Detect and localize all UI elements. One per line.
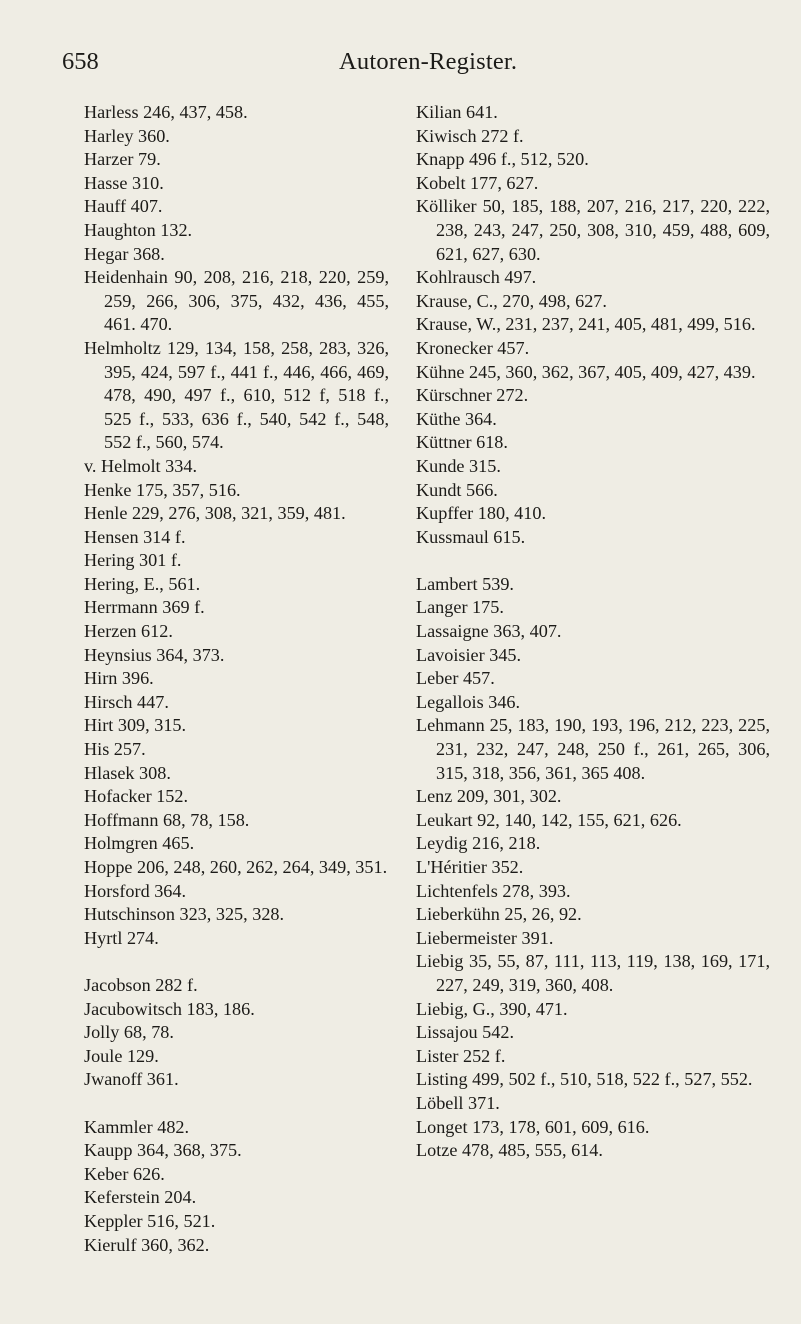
index-entry: Knapp 496 f., 512, 520. (416, 149, 589, 170)
index-entry: Kussmaul 615. (416, 526, 526, 547)
index-entry: Hlasek 308. (84, 762, 171, 783)
section-gap (84, 950, 389, 974)
index-entry: Küthe 364. (416, 408, 497, 429)
page-number: 658 (62, 48, 99, 75)
index-entry: Leukart 92, 140, 142, 155, 621, 626. (416, 809, 682, 830)
index-entry: His 257. (84, 739, 146, 760)
index-entry: Leydig 216, 218. (416, 833, 541, 854)
index-entry: Kierulf 360, 362. (84, 1234, 210, 1255)
index-entry: Legallois 346. (416, 691, 521, 712)
index-entry: Jacobson 282 f. (84, 974, 198, 995)
index-entry: Hering, E., 561. (84, 573, 201, 594)
index-column-right (416, 101, 770, 1163)
index-entry: Löbell 371. (416, 1092, 500, 1113)
index-entry: v. Helmolt 334. (84, 455, 197, 476)
index-entry: Listing 499, 502 f., 510, 518, 522 f., 527, 552. (416, 1069, 753, 1090)
index-entry: Lenz 209, 301, 302. (416, 786, 562, 807)
index-entry: Kühne 245, 360, 362, 367, 405, 409, 427, 439. (416, 361, 756, 382)
index-entry: Hirsch 447. (84, 691, 169, 712)
index-column-left (84, 101, 389, 1257)
index-entry: Lavoisier 345. (416, 644, 522, 665)
index-entry: Hoffmann 68, 78, 158. (84, 809, 250, 830)
index-entry: Henle 229, 276, 308, 321, 359, 481. (84, 503, 346, 524)
index-entry: Hensen 314 f. (84, 526, 186, 547)
index-entry: Haughton 132. (84, 219, 193, 240)
index-entry: Liebig 35, 55, 87, 111, 113, 119, 138, 169, 171, 227, 249, 319, 360, 408. (416, 951, 770, 995)
index-entry: Helmholtz 129, 134, 158, 258, 283, 326, 395, 424, 597 f., 441 f., 446, 466, 469, 478, 490, 497 f., 610, 512 f, 518 f., 525 f., 533, 636 f., 540, 542 f., 548, 552 f., 560, 574. (84, 337, 389, 453)
index-entry: Lichtenfels 278, 393. (416, 880, 571, 901)
page-header (0, 42, 801, 82)
index-entry: Hauff 407. (84, 196, 163, 217)
index-entry: Kundt 566. (416, 479, 498, 500)
index-entry: Liebermeister 391. (416, 927, 554, 948)
index-entry: Holmgren 465. (84, 833, 195, 854)
index-entry: Jolly 68, 78. (84, 1022, 174, 1043)
index-entry: L'Héritier 352. (416, 857, 524, 877)
index-entry: Keferstein 204. (84, 1187, 197, 1208)
index-entry: Horsford 364. (84, 880, 187, 901)
index-entry: Kilian 641. (416, 102, 498, 122)
index-entry: Krause, C., 270, 498, 627. (416, 290, 607, 311)
index-entry: Hering 301 f. (84, 550, 182, 571)
index-entry: Hegar 368. (84, 243, 165, 264)
index-entry: Lister 252 f. (416, 1045, 506, 1066)
index-entry: Liebig, G., 390, 471. (416, 998, 568, 1019)
index-entry: Lambert 539. (416, 573, 514, 594)
index-entry: Longet 173, 178, 601, 609, 616. (416, 1116, 650, 1137)
section-gap (416, 549, 770, 573)
index-entry: Hirn 396. (84, 668, 154, 689)
index-entry: Hofacker 152. (84, 786, 189, 807)
index-entry: Leber 457. (416, 668, 495, 689)
index-entry: Hasse 310. (84, 172, 164, 193)
index-entry: Kiwisch 272 f. (416, 125, 524, 146)
index-entry: Keppler 516, 521. (84, 1210, 216, 1231)
index-entry: Heidenhain 90, 208, 216, 218, 220, 259, 259, 266, 306, 375, 432, 436, 455, 461. 470. (84, 267, 389, 335)
index-entry: Küttner 618. (416, 432, 508, 453)
section-gap (84, 1092, 389, 1116)
index-entry: Lieberkühn 25, 26, 92. (416, 904, 582, 925)
index-entry: Kammler 482. (84, 1116, 190, 1137)
index-entry: Kupffer 180, 410. (416, 503, 546, 524)
index-entry: Lotze 478, 485, 555, 614. (416, 1140, 603, 1161)
index-entry: Heynsius 364, 373. (84, 644, 225, 665)
index-entry: Hirt 309, 315. (84, 715, 187, 736)
index-entry: Kölliker 50, 185, 188, 207, 216, 217, 220, 222, 238, 243, 247, 250, 308, 310, 459, 488, 609, 621, 627, 630. (416, 196, 770, 264)
index-entry: Langer 175. (416, 597, 504, 618)
index-entry: Kunde 315. (416, 455, 501, 476)
index-entry: Lissajou 542. (416, 1022, 515, 1043)
index-entry: Kobelt 177, 627. (416, 172, 539, 193)
index-entry: Harless 246, 437, 458. (84, 102, 248, 122)
index-entry: Jacubowitsch 183, 186. (84, 998, 255, 1019)
index-entry: Joule 129. (84, 1045, 159, 1066)
index-entry: Keber 626. (84, 1163, 165, 1184)
index-entry: Hyrtl 274. (84, 927, 159, 948)
index-entry: Krause, W., 231, 237, 241, 405, 481, 499, 516. (416, 314, 756, 335)
index-entry: Jwanoff 361. (84, 1069, 179, 1090)
index-entry: Harzer 79. (84, 149, 161, 170)
index-entry: Herzen 612. (84, 621, 173, 642)
index-entry: Hoppe 206, 248, 260, 262, 264, 349, 351. (84, 857, 388, 877)
index-entry: Hutschinson 323, 325, 328. (84, 904, 285, 925)
index-entry: Harley 360. (84, 125, 170, 146)
index-entry: Herrmann 369 f. (84, 597, 205, 618)
index-entry: Henke 175, 357, 516. (84, 479, 241, 500)
index-entry: Kohlrausch 497. (416, 267, 537, 288)
index-entry: Lehmann 25, 183, 190, 193, 196, 212, 223, 225, 231, 232, 247, 248, 250 f., 261, 265, 306, 315, 318, 356, 361, 365 408. (416, 715, 770, 783)
running-title: Autoren-Register. (339, 48, 518, 75)
index-entry: Kronecker 457. (416, 337, 530, 358)
index-entry: Lassaigne 363, 407. (416, 621, 562, 642)
index-entry: Kaupp 364, 368, 375. (84, 1140, 242, 1161)
index-entry: Kürschner 272. (416, 385, 529, 406)
